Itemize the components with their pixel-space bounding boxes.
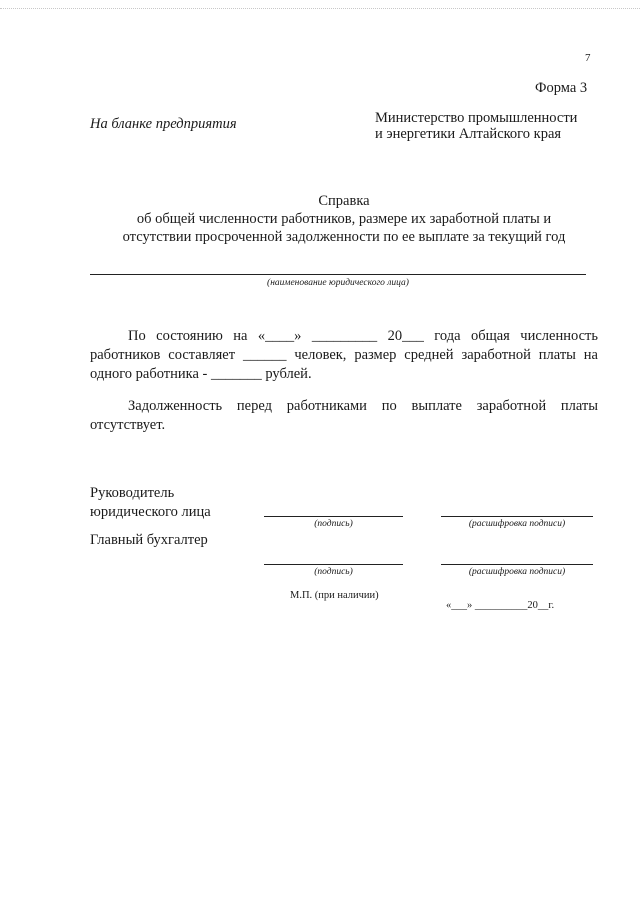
stamp-note: М.П. (при наличии) [290, 590, 379, 601]
recipient-block [375, 110, 577, 142]
entity-name-caption: (наименование юридического лица) [267, 278, 409, 288]
head-signature-caption: (подпись) [314, 519, 353, 529]
head-decoding-line [441, 516, 593, 517]
title-line-2: об общей численности работников, размере их заработной платы и [136, 211, 552, 227]
date-line: «___» __________20__г. [446, 600, 555, 611]
form-label: Форма 3 [535, 80, 588, 96]
accountant-label: Главный бухгалтер [90, 532, 208, 548]
scan-edge-line [0, 8, 640, 9]
accountant-signature-caption: (подпись) [314, 567, 353, 577]
document-title [90, 192, 598, 246]
title-line-3: отсутствии просроченной задолженности по ее выплате за текущий год [122, 229, 566, 245]
recipient-line-1: Министерство промышленности [375, 110, 578, 126]
page-number: 7 [585, 52, 591, 64]
entity-name-line [90, 274, 586, 275]
head-decoding-caption: (расшифровка подписи) [468, 519, 566, 529]
paragraph-status: По состоянию на «____» _________ 20___ года общая численность работников составляет ______ человек, размер средней заработной платы на одного работника - _______ рублей. [90, 328, 598, 382]
head-line-2: юридического лица [90, 504, 211, 520]
paragraph-no-debt: Задолженность перед работниками по выплате заработной платы отсутствует. [90, 398, 598, 433]
head-signature-line [264, 516, 403, 517]
accountant-decoding-line [441, 564, 593, 565]
head-line-1: Руководитель [90, 485, 175, 501]
letterhead-note: На бланке предприятия [90, 116, 237, 132]
recipient-line-2: и энергетики Алтайского края [375, 126, 562, 142]
accountant-decoding-caption: (расшифровка подписи) [468, 567, 566, 577]
head-signatory [90, 484, 211, 522]
accountant-signature-line [264, 564, 403, 565]
title-line-1: Справка [318, 193, 370, 209]
